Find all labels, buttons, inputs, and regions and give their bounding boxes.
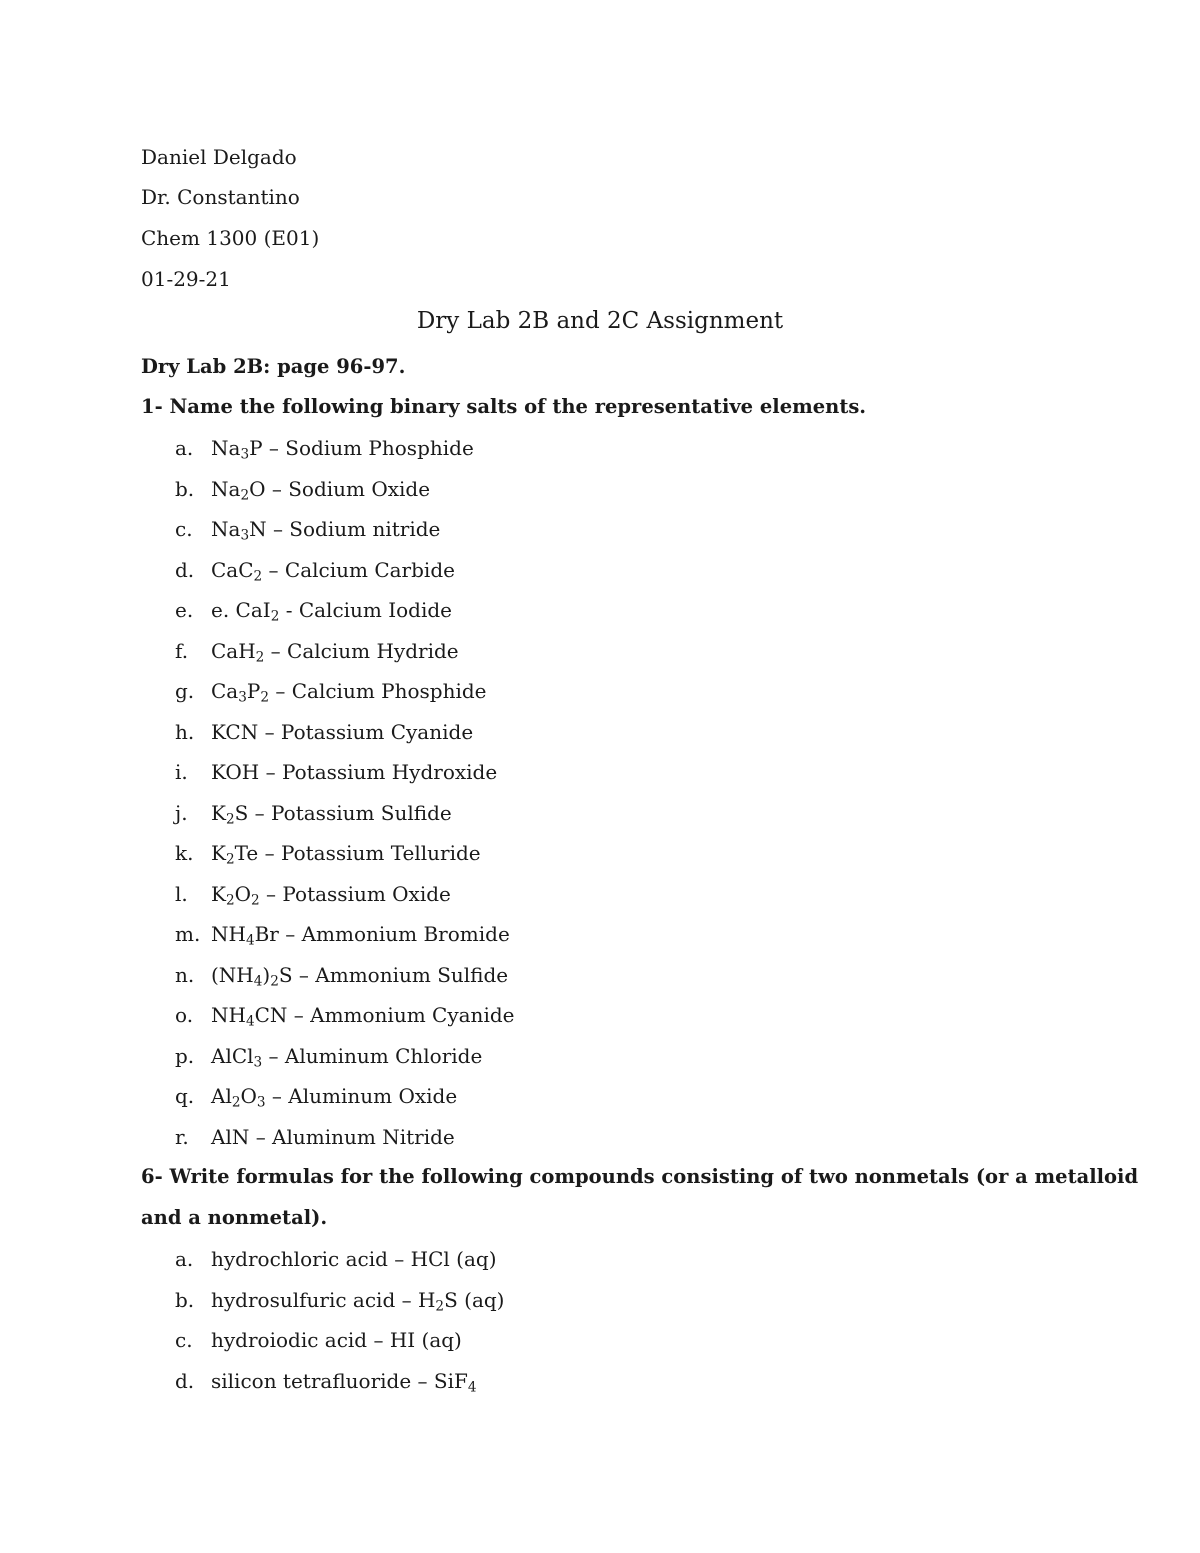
page-title: Dry Lab 2B and 2C Assignment <box>416 308 784 334</box>
list-item <box>175 1288 505 1315</box>
chemical-formula: $Ca_3P_2$ <box>211 679 270 706</box>
chemical-formula: $Na_2O$ <box>211 477 266 504</box>
list-item <box>175 477 431 504</box>
compound-name: – Ammonium Cyanide <box>287 1003 515 1027</box>
chemical-formula: $Al_2O_3$ <box>211 1084 266 1111</box>
chemical-formula: $K_2S$ <box>211 801 249 828</box>
list-item-label: n. <box>175 963 195 987</box>
list-item-label: f. <box>175 639 189 663</box>
compound-name: – Ammonium Sulfide <box>292 963 509 987</box>
list-item <box>175 558 455 585</box>
compound-name: – Sodium Oxide <box>265 477 431 501</box>
compound-name: hydrochloric acid – <box>211 1247 411 1271</box>
compound-name: – Aluminum Chloride <box>262 1044 483 1068</box>
list-item <box>175 963 509 990</box>
list-item-label: k. <box>175 841 194 865</box>
list-item-label: e. <box>175 598 194 622</box>
list-item-label: c. <box>175 1328 193 1352</box>
chemical-formula: e. CaI$_2$ <box>211 598 280 625</box>
chemical-formula: CaH$_2$ <box>211 639 265 666</box>
list-item <box>175 1247 497 1271</box>
chemical-formula: HI (aq) <box>389 1328 462 1352</box>
list-item <box>175 679 487 706</box>
list-item-label: i. <box>175 760 188 784</box>
list-item-label: b. <box>175 477 195 501</box>
compound-name: – Aluminum Nitride <box>249 1125 455 1149</box>
compound-name: – Calcium Carbide <box>262 558 455 582</box>
chemical-formula: $NH_4Br$ <box>211 922 279 949</box>
list-item <box>175 1328 462 1352</box>
list-item-label: o. <box>175 1003 194 1027</box>
chemical-formula: AlCl$_3$ <box>211 1044 263 1071</box>
list-item <box>175 1084 458 1111</box>
list-item <box>175 1044 483 1071</box>
list-item-label: l. <box>175 882 188 906</box>
instructor-name: Dr. Constantino <box>141 185 300 209</box>
chemical-formula: $K_2Te$ <box>211 841 259 868</box>
list-item <box>175 436 474 463</box>
chemical-formula: CaC$_2$ <box>211 558 263 585</box>
chemical-formula: $K_2O_2$ <box>211 882 260 909</box>
list-item-label: a. <box>175 436 194 460</box>
chemical-formula: HCl (aq) <box>410 1247 497 1271</box>
compound-name: – Ammonium Bromide <box>278 922 510 946</box>
list-item <box>175 1369 477 1396</box>
list-item <box>175 882 451 909</box>
list-item <box>175 1003 515 1030</box>
compound-name: – Potassium Sulfide <box>248 801 452 825</box>
compound-name: – Sodium Phosphide <box>262 436 474 460</box>
list-item <box>175 922 510 949</box>
compound-name: – Sodium nitride <box>266 517 441 541</box>
compound-name: – Potassium Hydroxide <box>259 760 498 784</box>
compound-name: – Calcium Phosphide <box>269 679 487 703</box>
chemical-formula: $Na_3N$ <box>211 517 267 544</box>
date: 01-29-21 <box>141 267 231 291</box>
list-item <box>175 801 452 828</box>
list-item <box>175 841 481 868</box>
compound-name: silicon tetrafluoride – <box>211 1369 434 1393</box>
list-item-label: b. <box>175 1288 195 1312</box>
compound-name: – Potassium Cyanide <box>258 720 474 744</box>
chemical-formula: KCN <box>211 720 259 744</box>
list-item-label: d. <box>175 1369 195 1393</box>
list-item-label: h. <box>175 720 195 744</box>
list-item <box>175 1125 455 1149</box>
question-6-heading-line2: and a nonmetal). <box>141 1206 328 1229</box>
compound-name: hydrosulfuric acid – <box>211 1288 418 1312</box>
chemical-formula: AlN <box>211 1125 250 1149</box>
compound-name: – Aluminum Oxide <box>265 1084 458 1108</box>
chemical-formula: $Na_3P$ <box>211 436 263 463</box>
chemical-formula: $NH_4CN$ <box>211 1003 288 1030</box>
chemical-formula: $(NH_4)_2S$ <box>211 963 293 990</box>
list-item-label: m. <box>175 922 201 946</box>
chemical-formula: KOH <box>211 760 260 784</box>
question-6-heading-line1: 6- Write formulas for the following compounds consisting of two nonmetals (or a metalloid <box>141 1165 1139 1188</box>
chemical-formula: $H_2S$ (aq) <box>417 1288 505 1315</box>
course-name: Chem 1300 (E01) <box>141 226 320 250</box>
list-item-label: q. <box>175 1084 195 1108</box>
list-item <box>175 760 497 784</box>
list-item-label: d. <box>175 558 195 582</box>
list-item <box>175 720 473 744</box>
list-item-label: p. <box>175 1044 195 1068</box>
question-1-heading: 1- Name the following binary salts of the representative elements. <box>141 395 867 418</box>
chemical-formula: SiF$_4$ <box>433 1369 477 1396</box>
student-name: Daniel Delgado <box>141 145 297 169</box>
list-item-label: a. <box>175 1247 194 1271</box>
section-heading: Dry Lab 2B: page 96-97. <box>141 355 406 378</box>
list-item-label: c. <box>175 517 193 541</box>
list-item-label: g. <box>175 679 195 703</box>
list-item-label: r. <box>175 1125 189 1149</box>
list-item-label: j. <box>175 801 188 825</box>
compound-name: – Calcium Hydride <box>264 639 459 663</box>
list-item <box>175 639 459 666</box>
compound-name: - Calcium Iodide <box>279 598 453 622</box>
compound-name: – Potassium Telluride <box>258 841 481 865</box>
list-item <box>175 517 441 544</box>
compound-name: hydroiodic acid – <box>211 1328 390 1352</box>
compound-name: – Potassium Oxide <box>259 882 451 906</box>
list-item <box>175 598 453 625</box>
